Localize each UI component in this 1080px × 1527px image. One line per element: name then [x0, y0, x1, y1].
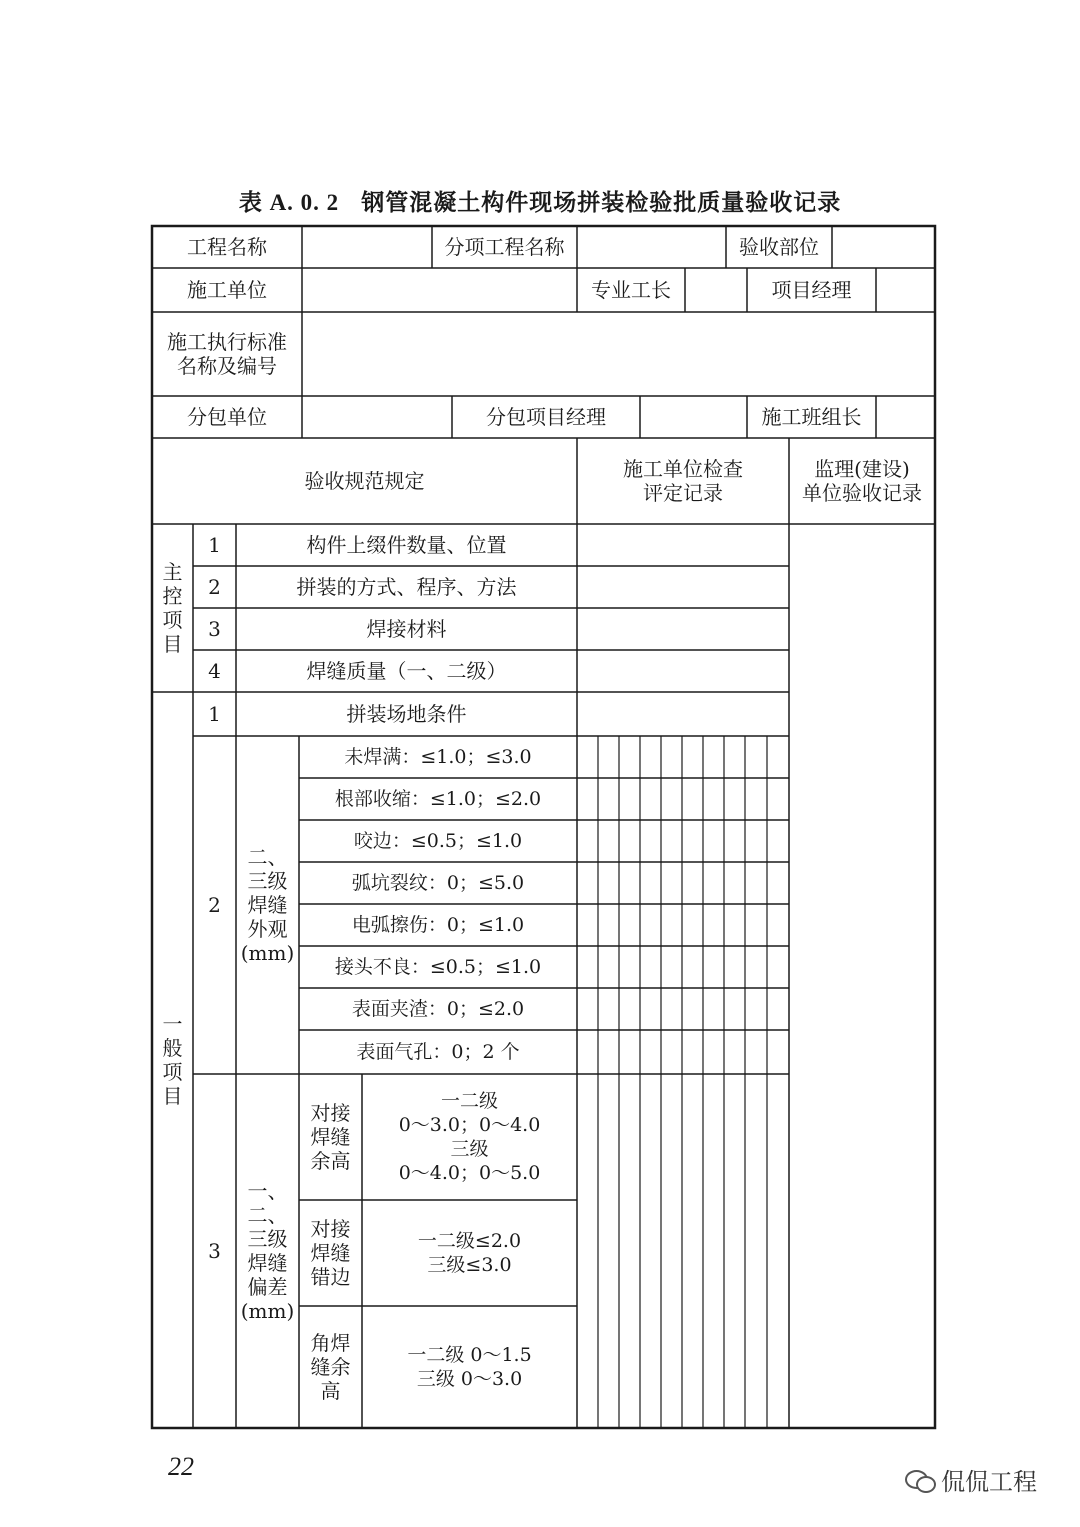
general-item-text: 拼装场地条件 [346, 702, 467, 726]
general-item-no: 1 [208, 702, 221, 726]
main-item-no: 3 [208, 617, 221, 641]
deviation-name [299, 1200, 362, 1306]
weld-appearance-row: 电弧擦伤：0；≤1.0 [351, 914, 525, 936]
spec-header: 验收规范规定 [304, 469, 425, 493]
deviation-name-line: 错边 [310, 1265, 351, 1289]
deviation-value-line: 一二级≤2.0 [417, 1230, 522, 1252]
supervision-header-line1: 监理(建设) [814, 457, 910, 481]
check-record-header [577, 438, 789, 524]
sub-project-manager-label: 分包项目经理 [486, 405, 606, 429]
main-item-no: 2 [208, 575, 221, 599]
category-line: 二、 [247, 1203, 288, 1227]
weld-appearance-row: 接头不良：≤0.5；≤1.0 [334, 956, 542, 978]
table-title-text: 钢管混凝土构件现场拼装检验批质量验收记录 [361, 190, 842, 216]
weld-appearance-row: 表面气孔：0；2 个 [356, 1041, 520, 1063]
deviation-name-line: 对接 [310, 1101, 351, 1125]
main-item-text: 构件上缀件数量、位置 [306, 533, 507, 557]
standard-label [152, 312, 302, 396]
project-name-value[interactable] [302, 226, 432, 268]
general-char: 项 [162, 1060, 183, 1084]
main-control-char: 控 [162, 584, 183, 608]
category-line: (mm) [240, 941, 295, 965]
deviation-value-line: 三级 0～3.0 [416, 1368, 523, 1390]
team-leader-label: 施工班组长 [761, 405, 862, 429]
foreman-value[interactable] [685, 268, 747, 312]
deviation-value-line: 三级≤3.0 [427, 1254, 512, 1276]
main-item-no: 1 [208, 533, 221, 557]
page-number: 22 [168, 1452, 194, 1481]
team-leader-value[interactable] [876, 396, 935, 438]
general-label [152, 1000, 193, 1120]
main-control-char: 目 [162, 632, 183, 656]
category-line: 三级 [247, 1227, 288, 1251]
project-manager-value[interactable] [876, 268, 935, 312]
deviation-name [299, 1074, 362, 1200]
weld-deviation-category [236, 1074, 299, 1428]
check-header-line1: 施工单位检查 [623, 457, 743, 481]
deviation-values [362, 1306, 577, 1428]
main-item-record[interactable] [577, 608, 789, 650]
watermark-text: 侃侃工程 [941, 1468, 1037, 1496]
main-item-record[interactable] [577, 524, 789, 566]
standard-label-line2: 名称及编号 [177, 354, 277, 378]
deviation-name-line: 角焊 [310, 1331, 351, 1355]
table-code: 表 A. 0. 2 [238, 190, 340, 215]
deviation-name-line: 高 [320, 1379, 341, 1403]
category-line: 二、 [247, 845, 288, 869]
sub-project-manager-value[interactable] [640, 396, 747, 438]
general-item-record[interactable] [577, 692, 789, 736]
deviation-value-line: 0～4.0；0～5.0 [398, 1162, 541, 1184]
acceptance-part-value[interactable] [832, 226, 935, 268]
wechat-icon [905, 1468, 935, 1492]
general-item-no: 2 [208, 893, 221, 917]
category-line: 三级 [247, 869, 288, 893]
subcontractor-label: 分包单位 [187, 405, 267, 429]
main-item-text: 焊接材料 [366, 617, 447, 641]
category-line: (mm) [240, 1299, 295, 1323]
deviation-value-line: 0～3.0；0～4.0 [398, 1114, 541, 1136]
check-header-line2: 评定记录 [643, 481, 723, 505]
deviation-name-line: 余高 [310, 1149, 351, 1173]
main-control-char: 项 [162, 608, 183, 632]
main-item-record[interactable] [577, 566, 789, 608]
general-char: 般 [162, 1036, 183, 1060]
weld-appearance-row: 弧坑裂纹：0；≤5.0 [351, 872, 525, 894]
main-item-no: 4 [208, 659, 221, 683]
watermark [905, 1462, 1037, 1497]
supervision-record-area[interactable] [789, 524, 935, 1428]
deviation-name [299, 1306, 362, 1428]
foreman-label: 专业工长 [591, 278, 671, 302]
project-name-label: 工程名称 [187, 235, 267, 259]
supervision-header [789, 438, 935, 524]
sub-project-name-label: 分项工程名称 [444, 235, 565, 259]
category-line: 外观 [247, 917, 288, 941]
construction-unit-value[interactable] [302, 268, 577, 312]
subcontractor-value[interactable] [302, 396, 452, 438]
deviation-name-line: 焊缝 [310, 1125, 351, 1149]
deviation-value-line: 一二级 [440, 1090, 498, 1112]
acceptance-part-label: 验收部位 [739, 235, 819, 259]
category-line: 一、 [247, 1179, 288, 1203]
weld-appearance-row: 表面夹渣：0；≤2.0 [351, 998, 525, 1020]
deviation-name-line: 对接 [310, 1217, 351, 1241]
category-line: 焊缝 [247, 893, 288, 917]
category-line: 焊缝 [247, 1251, 288, 1275]
supervision-header-line2: 单位验收记录 [802, 481, 922, 505]
general-item-no: 3 [208, 1239, 221, 1263]
category-line: 偏差 [247, 1275, 288, 1299]
main-control-char: 主 [162, 560, 183, 584]
sub-project-name-value[interactable] [577, 226, 726, 268]
general-char: 一 [162, 1012, 183, 1036]
main-control-label [152, 524, 193, 692]
standard-label-line1: 施工执行标准 [167, 330, 287, 354]
construction-unit-label: 施工单位 [187, 278, 267, 302]
main-item-text: 拼装的方式、程序、方法 [296, 575, 517, 599]
deviation-name-line: 缝余 [310, 1355, 351, 1379]
main-item-text: 焊缝质量（一、二级） [306, 659, 507, 683]
deviation-values [362, 1200, 577, 1306]
standard-value[interactable] [302, 312, 935, 396]
weld-appearance-row: 根部收缩：≤1.0；≤2.0 [334, 788, 542, 810]
deviation-name-line: 焊缝 [310, 1241, 351, 1265]
deviation-values [362, 1074, 577, 1200]
weld-appearance-category [236, 736, 299, 1074]
deviation-value-line: 一二级 0～1.5 [407, 1344, 532, 1366]
project-manager-label: 项目经理 [771, 278, 852, 302]
weld-appearance-row: 咬边：≤0.5；≤1.0 [353, 830, 523, 852]
deviation-value-line: 三级 [450, 1138, 489, 1160]
main-item-record[interactable] [577, 650, 789, 692]
weld-appearance-row: 未焊满：≤1.0；≤3.0 [344, 746, 532, 768]
general-char: 目 [162, 1084, 183, 1108]
